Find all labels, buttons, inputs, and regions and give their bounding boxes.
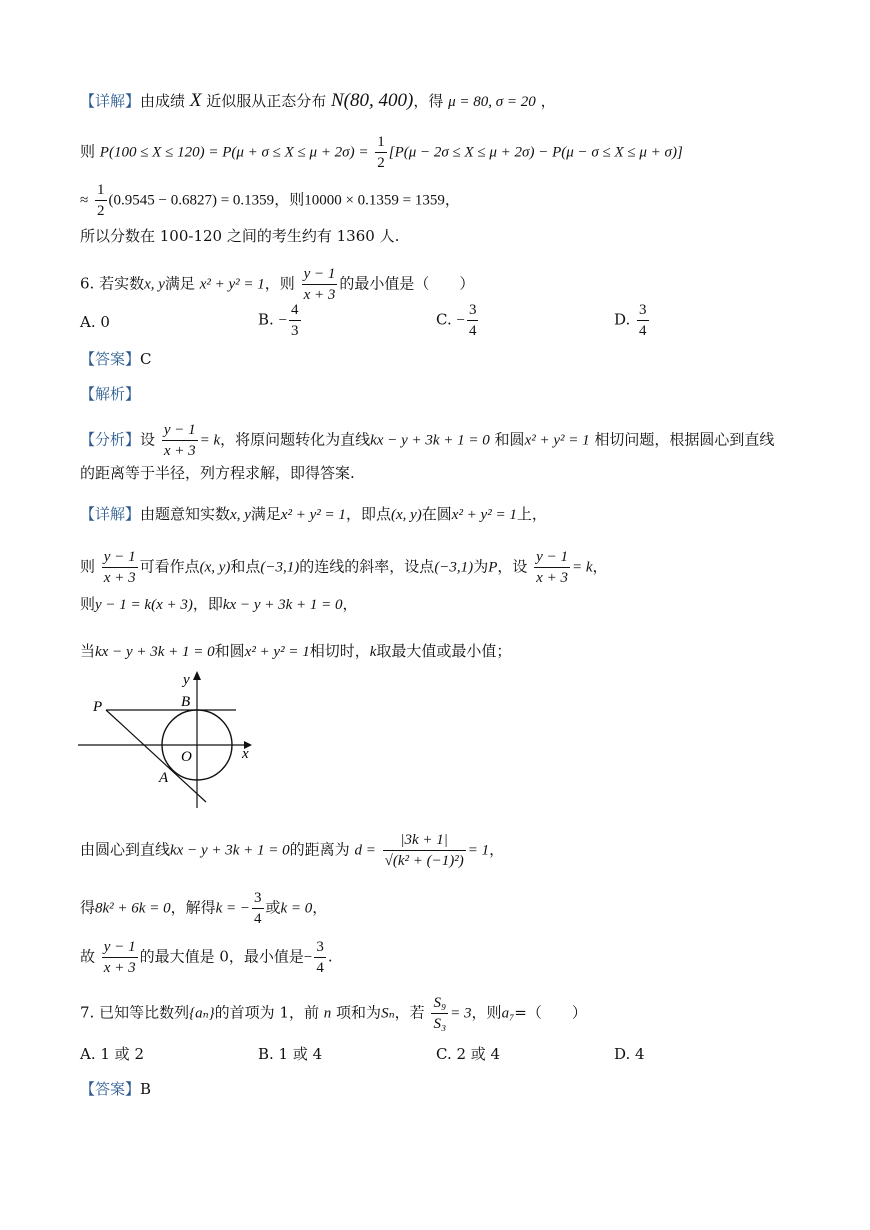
q6-answer: 【答案】C [80, 350, 152, 368]
q6-detail-line-2: 则 $\frac{y - 1}{x + 3}$ 可看作点(x, y)和点(−3,1)的连线的斜率，设点(−3,1)为P，设 $\frac{y - 1}{x + 3}$ = k， [80, 549, 608, 586]
label-B: B [181, 694, 191, 710]
q6-detail-line-4: 当kx − y + 3k + 1 = 0和圆x² + y² = 1相切时，k取最大值或最小值； [80, 642, 512, 660]
q6-detail-line-6: 得8k² + 6k = 0，解得k = − $\frac{3}{4}$ 或k = 0， [80, 890, 328, 927]
q6-detail-line-3: 则y − 1 = k(x + 3)，即kx − y + 3k + 1 = 0， [80, 595, 358, 613]
q6-option-a: A. 0 [80, 313, 110, 331]
label-O: O [181, 749, 192, 765]
detail-line-2: 则 P(100 ≤ X ≤ 120) = P(μ + σ ≤ X ≤ μ + 2σ) = $\frac{1}{2}$ [P(μ − 2σ ≤ X ≤ μ + 2σ) − P(μ − σ ≤ X ≤ μ + σ)] [80, 134, 683, 171]
q6-detail-line-7: 故 $\frac{y - 1}{x + 3}$ 的最大值是 0，最小值是− $\frac{3}{4}$ . [80, 939, 333, 976]
label-A: A [159, 770, 169, 786]
detail-line-3: ≈ $\frac{1}{2}$ (0.9545 − 0.6827) = 0.1359，则10000 × 0.1359 = 1359， [80, 182, 460, 219]
q6-detail-line-1: 【详解】由题意知实数x, y满足x² + y² = 1，即点(x, y)在圆x² + y² = 1上， [80, 505, 547, 523]
label-P: P [93, 699, 103, 715]
q7-option-a: A. 1 或 2 [80, 1045, 144, 1063]
q6-option-c: C. − $\frac{3}{4}$ [436, 302, 477, 339]
q7-option-d: D. 4 [614, 1045, 645, 1063]
y-axis-arrow [193, 671, 201, 680]
question-6: 6. 若实数x, y满足 x² + y² = 1，则 $\frac{y - 1}{x + 3}$ 的最小值是（ ） [80, 266, 475, 303]
q7-option-c: C. 2 或 4 [436, 1045, 501, 1063]
q6-option-b: B. − $\frac{4}{3}$ [258, 302, 299, 339]
detail-line-1: 【详解】由成绩 X 近似服从正态分布 N(80, 400)，得 μ = 80, σ = 20 ， [80, 90, 556, 111]
question-7: 7. 已知等比数列{aₙ}的首项为 1，前 n 项和为Sₙ，若 $\frac{\text{S₉}}{\text{S₃}}$ = 3，则a₇=（ ） [80, 995, 587, 1032]
detail-tag: 【详解】 [80, 92, 141, 110]
fraction-half: $\frac{1}{2}$ [377, 134, 385, 171]
q6-fenxi-line-1: 【分析】设 $\frac{y - 1}{x + 3}$ = k，将原问题转化为直线kx − y + 3k + 1 = 0 和圆x² + y² = 1 相切问题，根据圆心到直线 [80, 422, 775, 459]
q6-detail-line-5: 由圆心到直线kx − y + 3k + 1 = 0的距离为 d = $\frac{|3k + 1|}{\text{√(k² + (−1)²)}}$ = 1， [80, 832, 505, 869]
q6-option-d: D. $\frac{3}{4}$ [614, 302, 647, 339]
fraction-y-over-x: $\frac{y - 1}{x + 3}$ [303, 266, 336, 303]
q6-fenxi-line-2: 的距离等于半径，列方程求解，即得答案. [80, 464, 355, 482]
q7-answer: 【答案】B [80, 1080, 152, 1098]
q6-analysis-tag: 【解析】 [80, 385, 141, 403]
label-y: y [183, 672, 190, 688]
q7-option-b: B. 1 或 4 [258, 1045, 323, 1063]
label-x: x [242, 746, 249, 762]
tangent-figure [78, 668, 268, 808]
detail-conclusion: 所以分数在 100-120 之间的考生约有 1360 人. [80, 227, 400, 245]
